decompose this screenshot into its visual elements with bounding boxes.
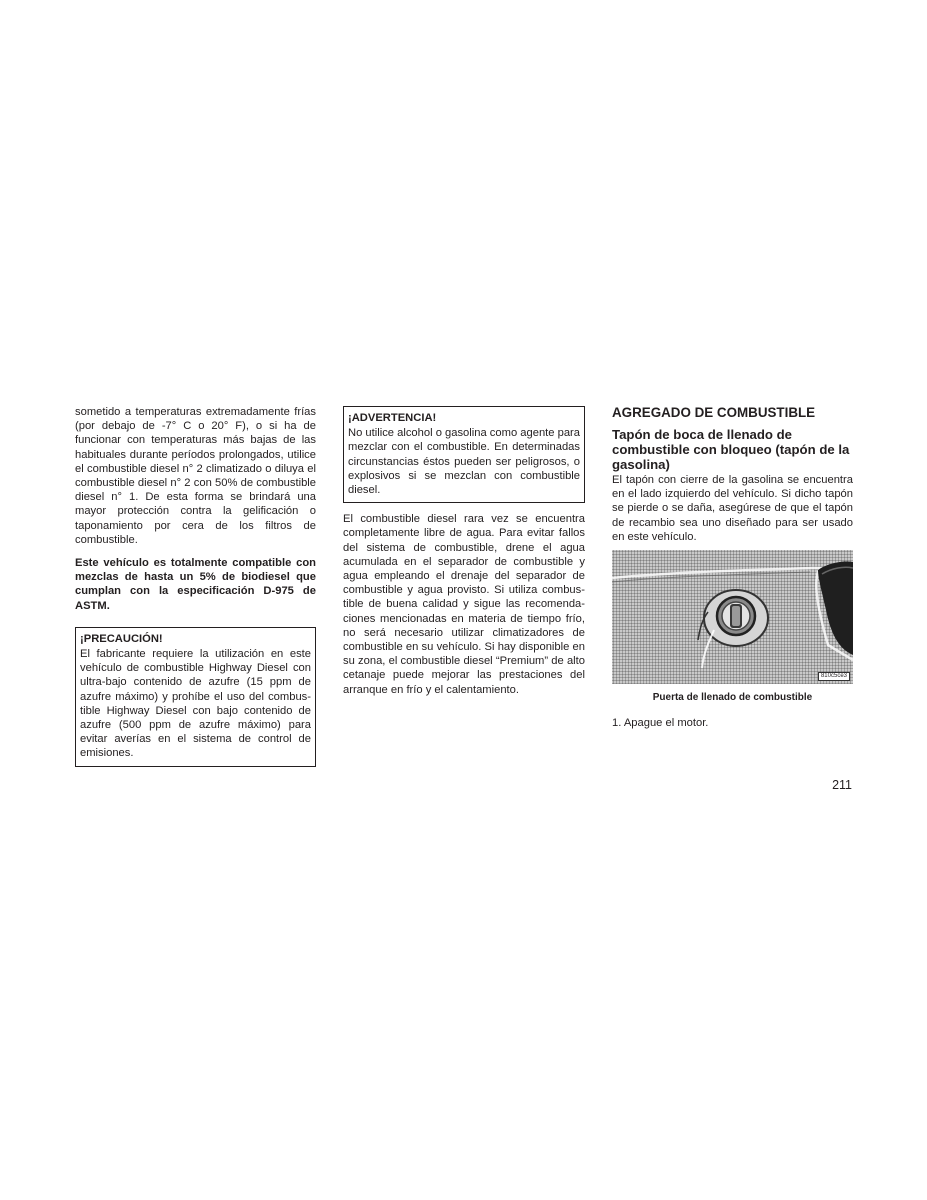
- fuel-door-illustration: [612, 550, 853, 684]
- column-right: [612, 405, 853, 730]
- step-1: 1. Apague el motor.: [612, 717, 709, 730]
- section-subheading: Tapón de boca de llenado de combustible con bloqueo (tapón de la gasolina): [612, 427, 850, 472]
- water-paragraph: El combustible diesel rara vez se encuentra completamente libre de agua. Para evitar fallos del sistema de combustible, drene el agua acumulada en el separador de combustible y agua empleando el drenaje del separador de combustible y agua provisto. Si utiliza combustible de buena calidad y sigue las recomendaciones mencionadas en materia de tiempo frío, no será necesario utilizar climatizadores de combustible en su vehículo. Si hay disponible en su zona, el combustible diesel “Premium” de alto cetanaje puede mejorar las prestaciones del arranque en frío y el calentamiento.: [343, 513, 585, 696]
- caution-title: ¡PRECAUCIÓN!: [80, 632, 163, 645]
- fuel-door-figure: [612, 550, 853, 684]
- column-middle: [343, 406, 585, 697]
- caution-text: El fabricante requiere la utilización en este vehículo de combustible Highway Diesel con ultra-bajo contenido de azufre (15 ppm de azufre máximo) y prohíbe el uso del combustible Highway Diesel con bajo contenido de azufre (500 ppm de azufre máximo) para evitar averías en el sistema de control de emisiones.: [80, 648, 311, 760]
- column-left: [75, 405, 316, 767]
- warning-text: No utilice alcohol o gasolina como agente para mezclar con el combustible. En determinadas circunstancias éstos pueden ser peligrosos, o explosivos si se mezclan con combustible diesel.: [348, 427, 580, 497]
- biodiesel-paragraph: Este vehículo es totalmente compatible con mezclas de hasta un 5% de biodiesel que cumplan con la especificación D-975 de ASTM.: [75, 557, 316, 612]
- figure-code: 810c5ce3: [818, 672, 850, 681]
- figure-caption: Puerta de llenado de combustible: [652, 692, 813, 704]
- warning-title: ¡ADVERTENCIA!: [348, 412, 437, 424]
- warning-box: [343, 406, 585, 503]
- page-number: 211: [832, 778, 852, 792]
- caution-box: [75, 627, 316, 767]
- section-heading: AGREGADO DE COMBUSTIBLE: [612, 405, 816, 420]
- fuel-cap-paragraph: El tapón con cierre de la gasolina se encuentra en el lado izquierdo del vehículo. Si dicho tapón se pierde o se daña, asegúrese de que el tapón de recambio sea uno diseñado para ser usado en este vehículo.: [612, 474, 853, 543]
- cold-weather-paragraph: sometido a temperaturas extremadamente frías (por debajo de -7° C o 20° F), o si ha de funcionar con temperaturas más bajas de las habituales durante períodos prolongados, utilice el combustible diesel n° 2 climatizado o diluya el combustible diesel n° 2 con 50% de combustible diesel n° 1. De esta forma se brindará una mayor protección contra la gelificación o taponamiento por cera de los filtros de combustible.: [75, 406, 316, 546]
